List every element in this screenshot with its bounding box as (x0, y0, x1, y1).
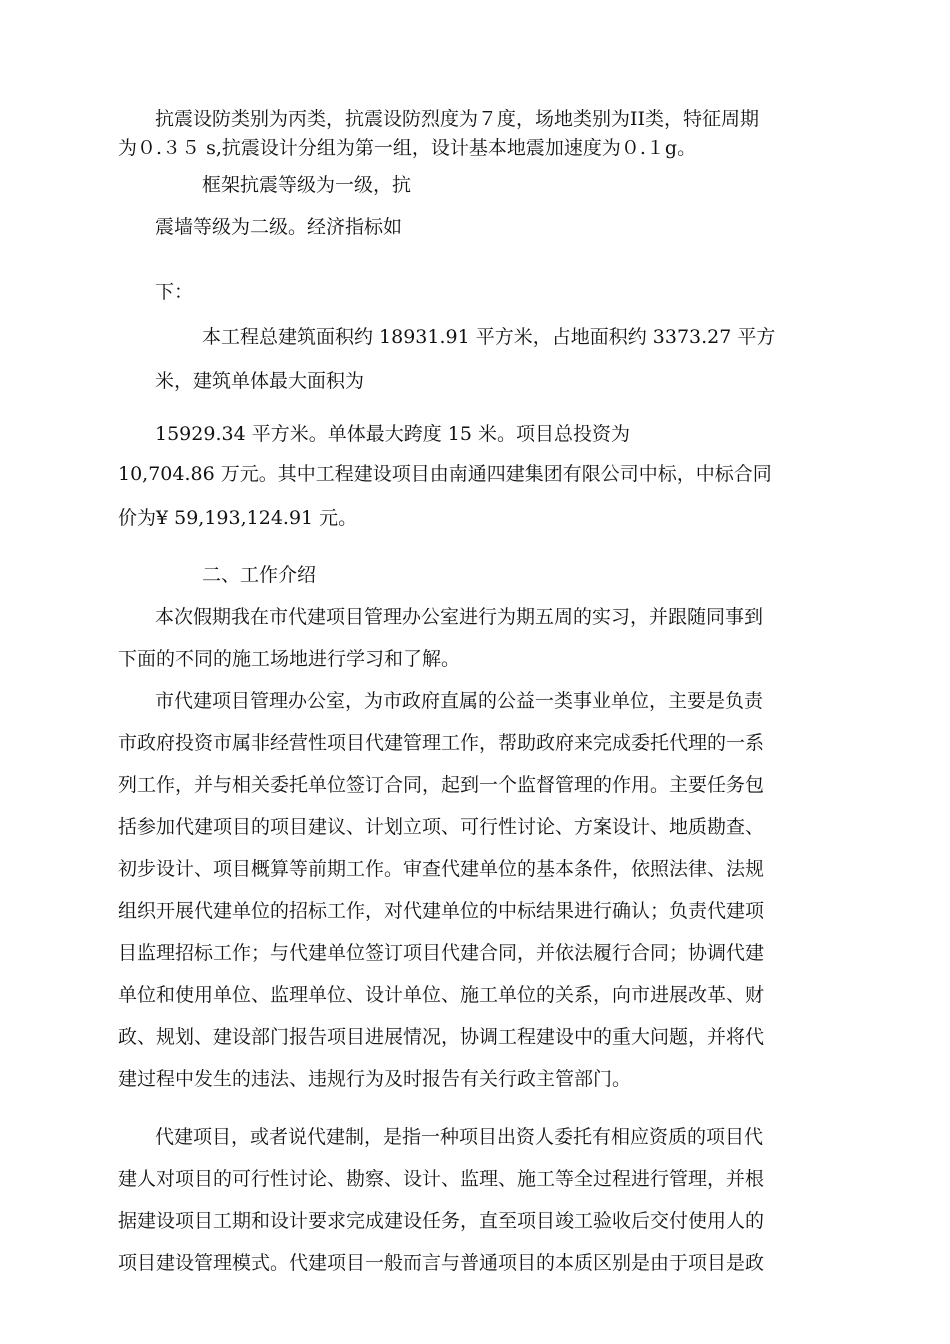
text-line: 下： (155, 281, 194, 303)
text-line: 本工程总建筑面积约 18931.91 平方米，占地面积约 3373.27 平方 (202, 326, 776, 348)
text-line: 15929.34 平方米。单体最大跨度 15 米。项目总投资为 (155, 423, 630, 445)
text-line: 列工作，并与相关委托单位签订合同，起到一个监督管理的作用。主要任务包 (118, 774, 765, 796)
text-line: 据建设项目工期和设计要求完成建设任务，直至项目竣工验收后交付使用人的 (118, 1210, 765, 1232)
text-line: 抗震设防类别为丙类，抗震设防烈度为７度，场地类别为II类，特征周期 (155, 108, 760, 130)
text-line: 框架抗震等级为一级，抗 (202, 174, 412, 196)
text-line: 本次假期我在市代建项目管理办公室进行为期五周的实习，并跟随同事到 (155, 606, 764, 628)
text-line: 市代建项目管理办公室，为市政府直属的公益一类事业单位，主要是负责 (155, 690, 764, 712)
text-line: 市政府投资市属非经营性项目代建管理工作，帮助政府来完成委托代理的一系 (118, 732, 765, 754)
text-line: 组织开展代建单位的招标工作，对代建单位的中标结果进行确认；负责代建项 (118, 900, 765, 922)
text-line: 目监理招标工作；与代建单位签订项目代建合同，并依法履行合同；协调代建 (118, 942, 765, 964)
text-line: 下面的不同的施工场地进行学习和了解。 (118, 648, 461, 670)
text-line: 建过程中发生的违法、违规行为及时报告有关行政主管部门。 (118, 1068, 632, 1090)
text-line: 单位和使用单位、监理单位、设计单位、施工单位的关系，向市进展改革、财 (118, 984, 765, 1006)
text-line: 为０.３５ s,抗震设计分组为第一组，设计基本地震加速度为０.１g。 (118, 137, 697, 159)
text-line: 代建项目，或者说代建制，是指一种项目出资人委托有相应资质的项目代 (155, 1126, 764, 1148)
text-line: 括参加代建项目的项目建议、计划立项、可行性讨论、方案设计、地质勘查、 (118, 816, 765, 838)
section-heading: 二、工作介绍 (202, 564, 317, 586)
text-line: 建人对项目的可行性讨论、勘察、设计、监理、施工等全过程进行管理，并根 (118, 1168, 765, 1190)
text-line: 初步设计、项目概算等前期工作。审查代建单位的基本条件，依照法律、法规 (118, 858, 765, 880)
text-line: 10,704.86 万元。其中工程建设项目由南通四建集团有限公司中标，中标合同 (118, 463, 772, 485)
text-line: 价为¥ 59,193,124.91 元。 (118, 507, 358, 529)
text-line: 项目建设管理模式。代建项目一般而言与普通项目的本质区别是由于项目是政 (118, 1252, 765, 1274)
text-line: 米，建筑单体最大面积为 (155, 370, 365, 392)
text-line: 政、规划、建设部门报告项目进展情况，协调工程建设中的重大问题，并将代 (118, 1026, 765, 1048)
text-line: 震墙等级为二级。经济指标如 (155, 216, 403, 238)
